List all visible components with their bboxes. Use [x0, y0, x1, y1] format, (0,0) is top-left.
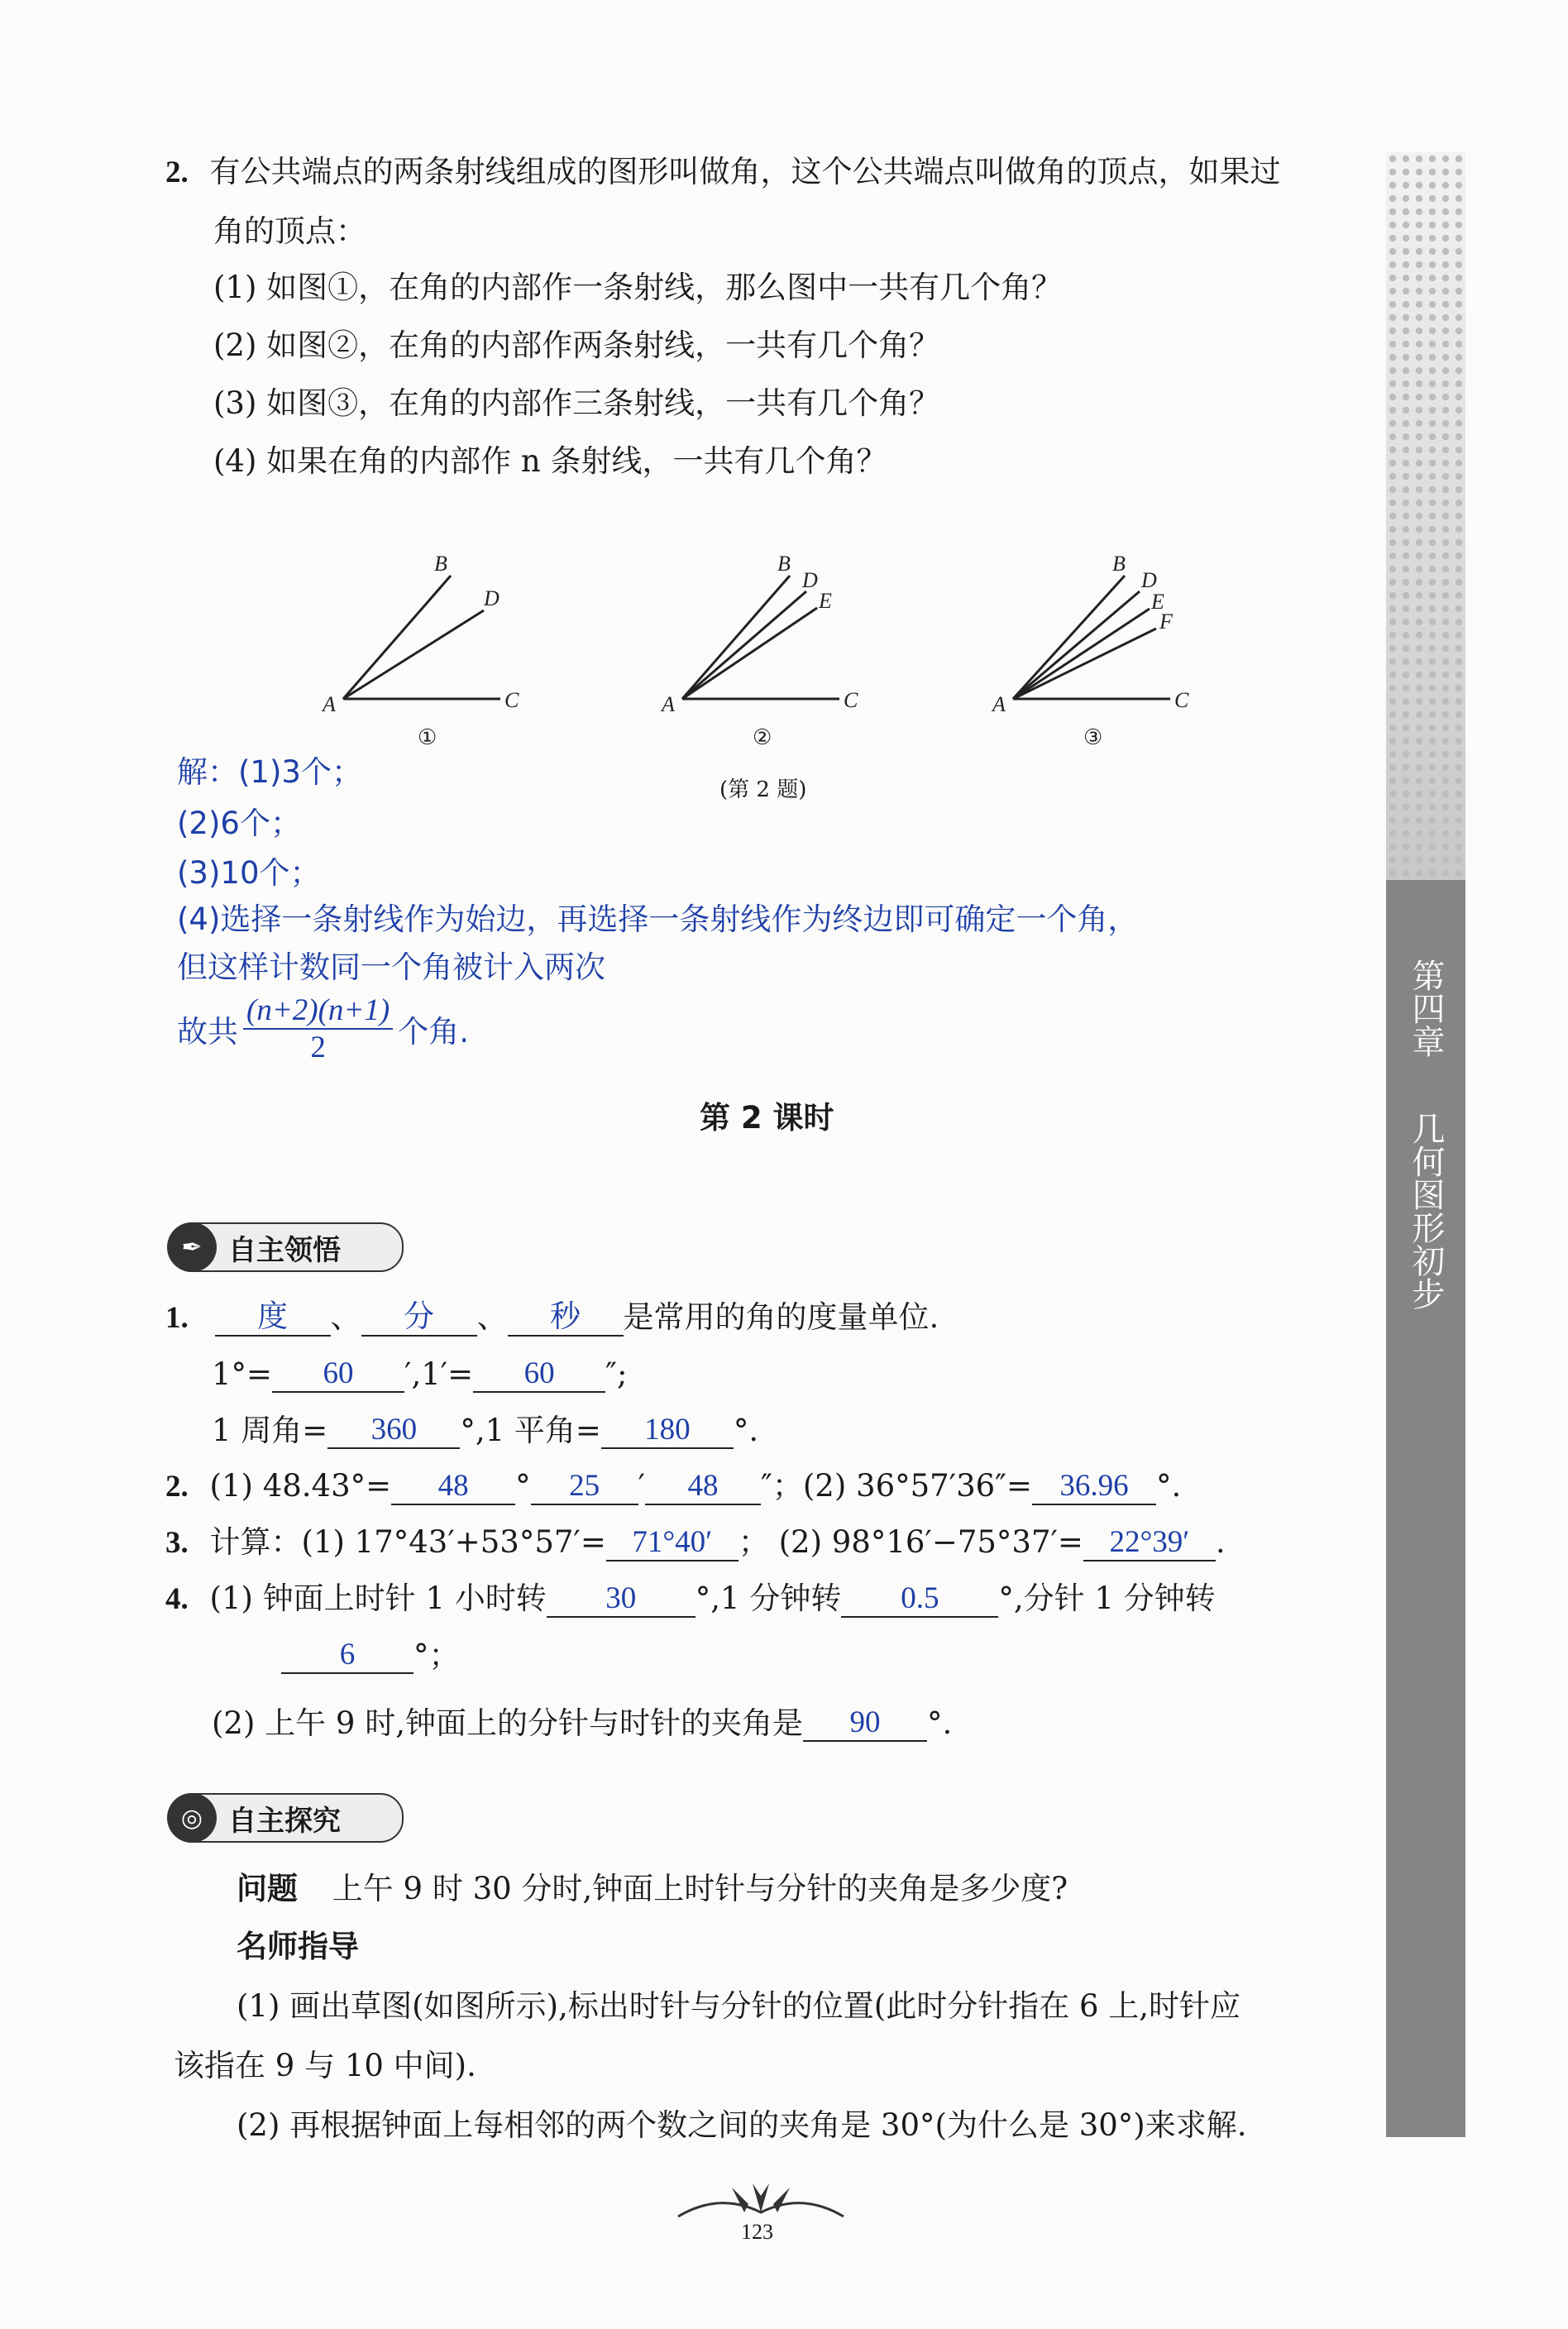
q2-stem-2: 角的顶点： — [213, 213, 366, 249]
svg-text:D: D — [802, 568, 818, 592]
p4-line2: 6 °； — [281, 1636, 460, 1674]
q2-line1 — [165, 154, 1281, 191]
guide-1b: 该指在 9 与 10 中间). — [174, 2048, 476, 2083]
answer-line-5: 但这样计数同一个角被计入两次 — [177, 949, 605, 985]
answer-line-4: (4)选择一条射线作为始边，再选择一条射线作为终边即可确定一个角， — [177, 901, 1139, 937]
pen-icon: ✒ — [167, 1222, 217, 1272]
p1-line1: 1. 度 、 分 、 秒 是常用的角的度量单位. — [165, 1299, 939, 1335]
section-badge-2: ◎ 自主探究 — [169, 1793, 404, 1843]
q2-stem: 有公共端点的两条射线组成的图形叫做角，这个公共端点叫做角的顶点，如果过 — [209, 154, 1281, 189]
p2-line: 2. (1) 48.43°= 48 ° 25 ′ 48 ″；(2) 36°57′36″= 36.96 °. — [165, 1468, 1182, 1504]
svg-text:C: C — [1174, 688, 1189, 712]
p3-line: 3. 计算：(1) 17°43′+53°57′= 71°40′ ； (2) 98°16′−75°37′= 22°39′ . — [165, 1524, 1226, 1560]
svg-text:F: F — [1159, 610, 1173, 634]
svg-text:B: B — [777, 552, 791, 576]
figure-1 — [321, 552, 519, 749]
blank: 度 — [215, 1298, 331, 1337]
target-icon: ◎ — [167, 1793, 217, 1843]
sidebar-pattern — [1386, 152, 1465, 880]
svg-text:D: D — [1141, 568, 1157, 592]
answer-line-6: 故共 (n+2)(n+1) 2 个角. — [177, 993, 469, 1064]
q2-item-2: (2) 如图②，在角的内部作两条射线，一共有几个角？ — [213, 328, 940, 363]
sidebar-body — [1386, 880, 1465, 2137]
label-C: C — [504, 688, 519, 712]
p1-line3: 1 周角= 360 °,1 平角= 180 °. — [212, 1413, 759, 1448]
sidebar-chapter: 第四章 — [1407, 959, 1445, 1058]
chapter-sidebar — [1386, 152, 1465, 2137]
svg-text:A: A — [992, 692, 1006, 716]
blank: 秒 — [508, 1298, 624, 1337]
fig-label-3: ③ — [1083, 725, 1103, 749]
p1-line2: 1°= 60 ′,1′= 60 ″; — [212, 1356, 628, 1392]
guide-1a: (1) 画出草图(如图所示),标出时针与分针的位置(此时分针指在 6 上,时针应 — [237, 1988, 1241, 2024]
svg-text:B: B — [1112, 552, 1126, 576]
lesson-title: 第 2 课时 — [700, 1100, 834, 1136]
label-B: B — [434, 552, 447, 576]
svg-text:E: E — [1151, 590, 1164, 614]
label-A: A — [323, 692, 336, 716]
q2-item-3: (3) 如图③，在角的内部作三条射线，一共有几个角？ — [213, 385, 940, 421]
answer-fraction: (n+2)(n+1) 2 — [243, 992, 393, 1065]
sidebar-title: 几何图形初步 — [1407, 1112, 1445, 1310]
svg-text:E: E — [819, 589, 832, 613]
guide-heading: 名师指导 — [237, 1929, 359, 1964]
q2-number: 2. — [165, 155, 189, 189]
svg-text:A: A — [662, 692, 675, 716]
answer-line-3: (3)10个； — [177, 855, 321, 891]
guide-2: (2) 再根据钟面上每相邻的两个数之间的夹角是 30°(为什么是 30°)来求解. — [237, 2107, 1247, 2143]
figure-3 — [991, 552, 1189, 749]
p4-line1: 4. (1) 钟面上时针 1 小时转 30 °,1 分钟转 0.5 °,分针 1 分钟转 — [165, 1581, 1216, 1616]
answer-line-2: (2)6个； — [177, 806, 301, 841]
answer-line-1: 解：(1)3个； — [177, 754, 362, 790]
svg-text:C: C — [844, 688, 858, 712]
fig-label-1: ① — [418, 725, 437, 749]
p4-line3: (2) 上午 9 时,钟面上的分针与时针的夹角是 90 °. — [212, 1705, 953, 1741]
fig-label-2: ② — [753, 725, 772, 749]
label-D: D — [484, 586, 500, 610]
section-badge-1: ✒ 自主领悟 — [169, 1222, 404, 1272]
angle-figures — [298, 546, 1249, 777]
blank: 分 — [361, 1298, 477, 1337]
page-number: 123 — [741, 2220, 773, 2244]
q2-item-4: (4) 如果在角的内部作 n 条射线，一共有几个角？ — [213, 443, 887, 479]
figure-caption: (第 2 题) — [719, 777, 807, 802]
problem-line: 问题 上午 9 时 30 分时,钟面上时针与分针的夹角是多少度? — [237, 1871, 1068, 1906]
figure-2 — [660, 552, 858, 749]
q2-item-1: (1) 如图①，在角的内部作一条射线，那么图中一共有几个角？ — [213, 270, 1063, 305]
